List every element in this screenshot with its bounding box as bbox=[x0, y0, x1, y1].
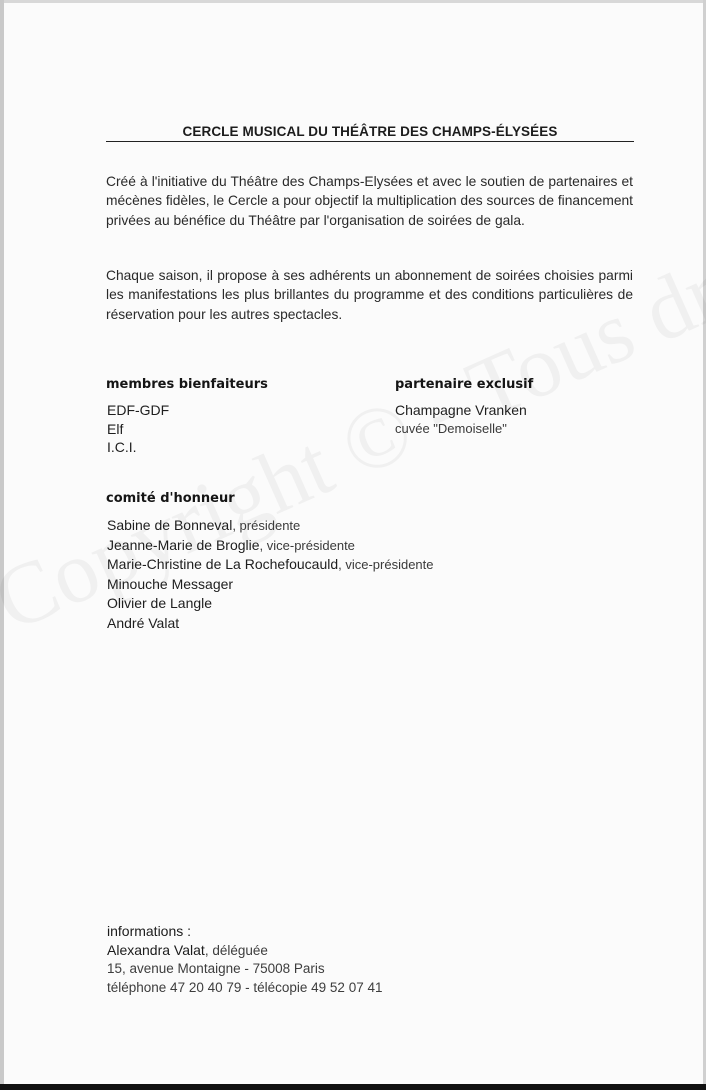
scan-edge-bottom bbox=[0, 1084, 706, 1090]
contact-line bbox=[107, 941, 382, 961]
comite-member-role: , vice-présidente bbox=[259, 537, 355, 553]
member-item: Elf bbox=[107, 420, 124, 437]
member-item: I.C.I. bbox=[107, 439, 137, 455]
members-list bbox=[107, 401, 169, 457]
comite-member bbox=[107, 575, 434, 595]
comite-list bbox=[107, 516, 434, 633]
contact-name: Alexandra Valat bbox=[107, 941, 205, 958]
comite-member bbox=[107, 614, 434, 634]
intro-paragraph-1: Créé à l'initiative du Théâtre des Champs-Elysées et avec le soutien de partenaires et mécènes fidèles, le Cercle a pour objectif la multiplication des sources de financement privées au bénéfice du Théâtre par l'organisation de soirées de gala. bbox=[106, 174, 633, 228]
partner-name: Champagne Vranken bbox=[395, 402, 527, 418]
comite-member bbox=[107, 516, 434, 536]
comite-member-name: Jeanne-Marie de Broglie bbox=[107, 536, 260, 553]
scan-edge-top bbox=[0, 0, 706, 3]
members-heading: membres bienfaiteurs bbox=[106, 377, 268, 392]
comite-member-role: , présidente bbox=[232, 518, 301, 533]
scan-edge-left bbox=[0, 0, 4, 1090]
intro-paragraph-2: Chaque saison, il propose à ses adhérents un abonnement de soirées choisies parmi les manifestations les plus brillantes du programme et des conditions particulières de réservation pour les autres spectacles. bbox=[106, 268, 633, 322]
comite-member-name: Olivier de Langle bbox=[107, 595, 213, 611]
comite-member-name: Sabine de Bonneval bbox=[107, 517, 233, 533]
comite-member-role: , vice-présidente bbox=[338, 557, 434, 572]
partner-block bbox=[395, 401, 527, 438]
comite-heading: comité d'honneur bbox=[106, 491, 235, 506]
member-item: EDF-GDF bbox=[107, 402, 170, 418]
contact-role: , déléguée bbox=[204, 942, 268, 958]
comite-member-name: André Valat bbox=[107, 614, 180, 631]
comite-member bbox=[107, 555, 434, 575]
comite-member-name: Marie-Christine de La Rochefoucauld bbox=[107, 556, 339, 572]
contact-phone: téléphone 47 20 40 79 - télécopie 49 52 07 41 bbox=[107, 979, 383, 995]
comite-member-name: Minouche Messager bbox=[107, 575, 234, 592]
partner-heading: partenaire exclusif bbox=[395, 377, 534, 392]
contact-address: 15, avenue Montaigne - 75008 Paris bbox=[107, 961, 325, 976]
comite-member bbox=[107, 536, 434, 556]
comite-member bbox=[107, 594, 434, 614]
contact-info bbox=[107, 922, 382, 997]
page-title: CERCLE MUSICAL DU THÉÂTRE DES CHAMPS-ÉLYSÉES bbox=[106, 124, 634, 142]
partner-detail: cuvée "Demoiselle" bbox=[395, 420, 507, 436]
info-label: informations : bbox=[107, 923, 192, 939]
